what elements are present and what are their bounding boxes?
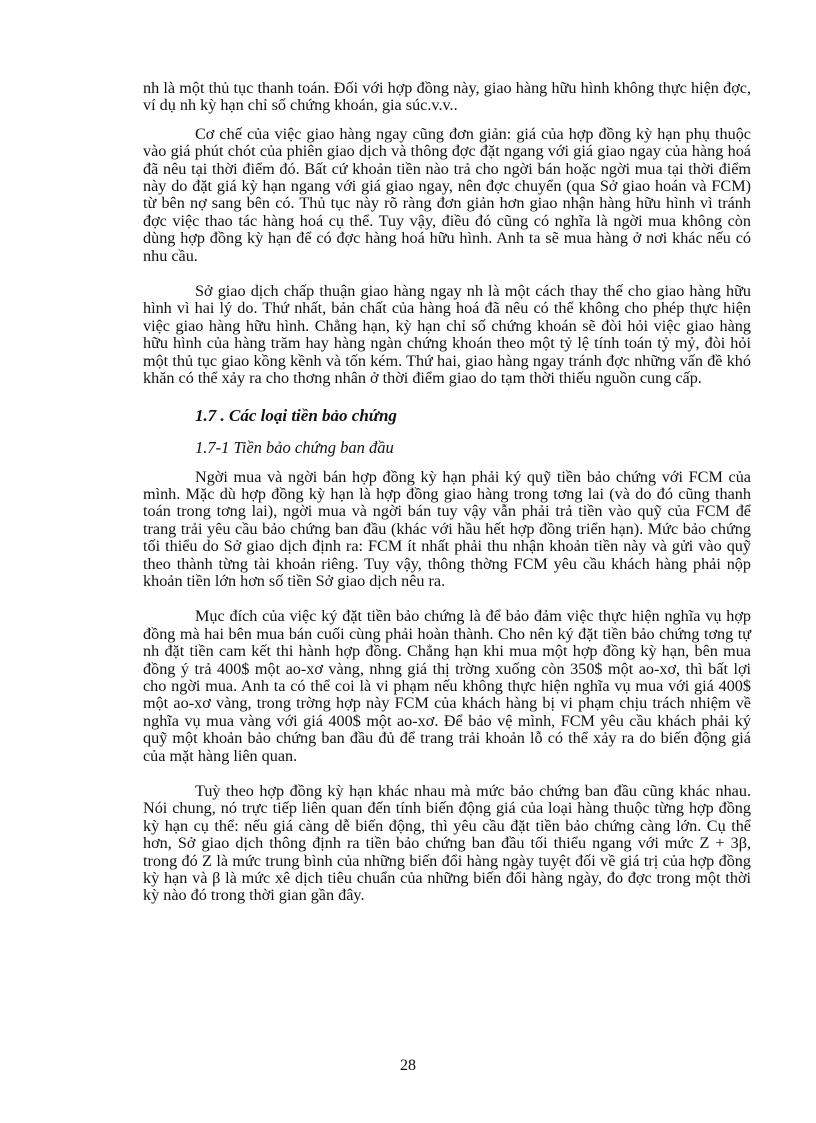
paragraph-continuation: nh là một thủ tục thanh toán. Đối với hợp đồng này, giao hàng hữu hình không thực hiện đợc, ví dụ nh kỳ hạn chỉ số chứng khoán, gia súc.v.v..: [143, 79, 751, 115]
document-body: [143, 80, 751, 905]
section-heading: 1.7 . Các loại tiền bảo chứng: [195, 405, 397, 425]
paragraph-spot-delivery-reasons: Sở giao dịch chấp thuận giao hàng ngay nh là một cách thay thế cho giao hàng hữu hình vì hai lý do. Thứ nhất, bản chất của hàng hoá đã nêu có thể không cho phép thực hiện việc giao hàng hữu hình. Chẳng hạn, kỳ hạn chỉ số chứng khoán sẽ đòi hỏi việc giao hàng hữu hình của hàng trăm hay hàng ngàn chứng khoán theo một tỷ lệ tính toán tỷ mỷ, đòi hỏi một thủ tục giao kồng kềnh và tốn kém. Thứ hai, giao hàng ngay tránh đợc những vấn đề khó khăn có thể xảy ra cho thơng nhân ở thời điểm giao do tạm thời thiếu nguồn cung cấp.: [143, 282, 751, 388]
paragraph-spot-delivery-mechanism: Cơ chế của việc giao hàng ngay cũng đơn giản: giá của hợp đồng kỳ hạn phụ thuộc vào giá phút chót của phiên giao dịch và thông đợc đặt ngang với giá giao ngay của hàng hoá đã nêu tại thời điểm đó. Bất cứ khoản tiền nào trả cho ngời bán hoặc ngời mua tại thời điểm này do đặt giá kỳ hạn ngang với giá giao ngay, nên đợc chuyển (qua Sở giao hoán và FCM) từ bên nợ sang bên có. Thủ tục này rõ ràng đơn giản hơn giao nhận hàng hữu hình vì tránh đợc việc thao tác hàng hoá cụ thể. Tuy vậy, điều đó cũng có nghĩa là ngời mua không còn dùng hợp đồng kỳ hạn để có đợc hàng hoá hữu hình. Anh ta sẽ mua hàng ở nơi khác nếu có nhu cầu.: [143, 124, 751, 265]
subsection-heading: 1.7-1 Tiền bảo chứng ban đầu: [195, 437, 394, 457]
page-number: 28: [400, 1057, 416, 1074]
paragraph-margin-levels: Tuỳ theo hợp đồng kỳ hạn khác nhau mà mức bảo chứng ban đầu cũng khác nhau. Nói chung, nó trực tiếp liên quan đến tính biến động giá của loại hàng thuộc từng hợp đồng kỳ hạn cụ thể: nếu giá càng dễ biến động, thì yêu cầu đặt tiền bảo chứng càng lớn. Cụ thể hơn, Sở giao dịch thông định ra tiền bảo chứng ban đầu tối thiểu ngang với mức Z + 3β, trong đó Z là mức trung bình của những biến đổi hàng ngày tuyệt đối về giá trị của hợp đồng kỳ hạn và β là mức xê dịch tiêu chuẩn của những biến đổi hàng ngày, đo đợc trong một thời kỳ nào đó trong thời gian gần đây.: [143, 782, 751, 905]
paragraph-margin-purpose: Mục đích của việc ký đặt tiền bảo chứng là để bảo đảm việc thực hiện nghĩa vụ hợp đồng mà hai bên mua bán cuối cùng phải hoàn thành. Cho nên ký đặt tiền bảo chứng tơng tự nh đặt tiền cam kết thi hành hợp đồng. Chẳng hạn khi mua một hợp đồng kỳ hạn, bên mua đồng ý trả 400$ một ao-xơ vàng, nhng giá thị trờng xuống còn 350$ một ao-xơ, thì bất lợi cho ngời mua. Anh ta có thể coi là vi phạm nếu không thực hiện nghĩa vụ mua với giá 400$ một ao-xơ vàng, trong trờng hợp này FCM của khách hàng bị vi phạm chịu trách nhiệm về nghĩa vụ mua vàng với giá 400$ một ao-xơ. Để bảo vệ mình, FCM yêu cầu khách phải ký quỹ một khoản bảo chứng ban đầu đủ để trang trải khoản lỗ có thể xảy ra do biến động giá của mặt hàng liên quan.: [143, 607, 751, 765]
paragraph-initial-margin: Ngời mua và ngời bán hợp đồng kỳ hạn phải ký quỹ tiền bảo chứng với FCM của mình. Mặc dù hợp đồng kỳ hạn là hợp đồng giao hàng trong tơng lai (và do đó cũng thanh toán trong tơng lai), ngời mua và ngời bán tuy vậy vẫn phải trả tiền vào quỹ của FCM để trang trải yêu cầu bảo chứng ban đầu (khác với hầu hết hợp đồng triển hạn). Mức bảo chứng tối thiểu do Sở giao dịch định ra: FCM ít nhất phải thu nhận khoản tiền này và gửi vào quỹ theo thành từng tài khoản riêng. Tuy vậy, thông thờng FCM yêu cầu khách hàng phải nộp khoản tiền lớn hơn số tiền Sở giao dịch nêu ra.: [143, 467, 751, 590]
